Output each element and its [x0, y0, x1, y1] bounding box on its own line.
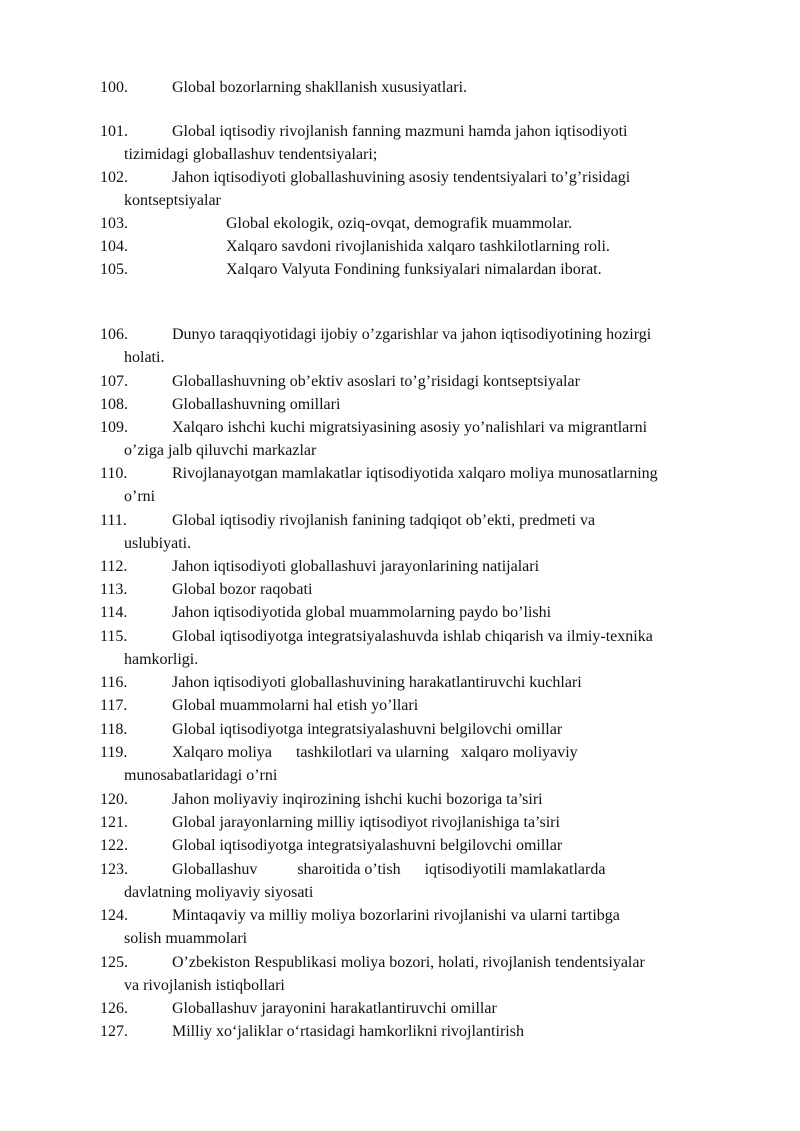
- item-number: 117.: [100, 697, 128, 714]
- item-text: Xalqaro ishchi kuchi migratsiyasining asosiy yo’nalishlari va migrantlarni: [172, 419, 648, 436]
- item-text: Global muammolarni hal etish yo’llari: [172, 697, 419, 714]
- item-text: Xalqaro Valyuta Fondining funksiyalari nimalardan iborat.: [226, 261, 602, 278]
- item-text: Rivojlanayotgan mamlakatlar iqtisodiyotida xalqaro moliya munosatlarning: [172, 465, 658, 482]
- item-number: 122.: [100, 837, 128, 854]
- item-text-continuation: o’rni: [124, 488, 156, 505]
- item-number: 125.: [100, 954, 128, 971]
- item-number: 103.: [100, 215, 128, 232]
- item-text: Global iqtisodiyotga integratsiyalashuvni belgilovchi omillar: [172, 837, 563, 854]
- item-text-continuation: munosabatlaridagi o’rni: [124, 767, 278, 784]
- item-number: 104.: [100, 238, 128, 255]
- item-text: Globallashuvning ob’ektiv asoslari to’g’risidagi kontseptsiyalar: [172, 373, 580, 390]
- item-text: Jahon iqtisodiyoti globallashuvining asosiy tendentsiyalari to’g’risidagi: [172, 169, 631, 186]
- item-text-continuation: solish muammolari: [124, 930, 248, 947]
- item-text: Global iqtisodiy rivojlanish fanining tadqiqot ob’ekti, predmeti va: [172, 512, 596, 529]
- item-number: 102.: [100, 169, 128, 186]
- item-number: 114.: [100, 604, 128, 621]
- item-number: 119.: [100, 744, 128, 761]
- item-number: 121.: [100, 814, 128, 831]
- item-number: 100.: [100, 79, 128, 96]
- item-text-continuation: uslubiyati.: [124, 535, 192, 552]
- item-text-continuation: va rivojlanish istiqbollari: [124, 977, 285, 994]
- item-number: 123.: [100, 861, 128, 878]
- item-text: Global bozor raqobati: [172, 581, 313, 598]
- item-number: 120.: [100, 791, 128, 808]
- item-text-continuation: kontseptsiyalar: [124, 192, 221, 209]
- item-text: Jahon iqtisodiyoti globallashuvi jarayonlarining natijalari: [172, 558, 540, 575]
- item-text: Globallashuvning omillari: [172, 396, 341, 413]
- item-number: 124.: [100, 907, 128, 924]
- item-text: Global iqtisodiyotga integratsiyalashuvda ishlab chiqarish va ilmiy-texnika: [172, 628, 653, 645]
- item-text: Jahon moliyaviy inqirozining ishchi kuchi bozoriga ta’siri: [172, 791, 543, 808]
- item-text-continuation: hamkorligi.: [124, 651, 199, 668]
- item-number: 126.: [100, 1000, 128, 1017]
- item-number: 116.: [100, 674, 128, 691]
- item-number: 101.: [100, 123, 128, 140]
- item-text: Globallashuv jarayonini harakatlantiruvchi omillar: [172, 1000, 497, 1017]
- item-text-continuation: tizimidagi globallashuv tendentsiyalari;: [124, 146, 378, 163]
- item-text: Global jarayonlarning milliy iqtisodiyot rivojlanishiga ta’siri: [172, 814, 560, 831]
- item-text-continuation: o’ziga jalb qiluvchi markazlar: [124, 442, 317, 459]
- item-text: Global iqtisodiy rivojlanish fanning mazmuni hamda jahon iqtisodiyoti: [172, 123, 628, 140]
- item-text: Jahon iqtisodiyoti globallashuvining harakatlantiruvchi kuchlari: [172, 674, 582, 691]
- item-number: 111.: [100, 512, 127, 529]
- item-text: Dunyo taraqqiyotidagi ijobiy o’zgarishlar va jahon iqtisodiyotining hozirgi: [172, 326, 652, 343]
- item-number: 113.: [100, 581, 128, 598]
- item-text-continuation: holati.: [124, 349, 165, 366]
- item-text: O’zbekiston Respublikasi moliya bozori, holati, rivojlanish tendentsiyalar: [172, 954, 645, 971]
- item-number: 118.: [100, 721, 128, 738]
- item-text: Xalqaro savdoni rivojlanishida xalqaro tashkilotlarning roli.: [226, 238, 610, 255]
- item-number: 112.: [100, 558, 128, 575]
- item-text: Milliy xo‘jaliklar o‘rtasidagi hamkorlikni rivojlantirish: [172, 1023, 524, 1040]
- item-text: Xalqaro moliya tashkilotlari va ularning xalqaro moliyaviy: [172, 744, 578, 761]
- item-text: Globallashuv sharoitida o’tish iqtisodiyotili mamlakatlarda: [172, 861, 606, 878]
- item-text: Jahon iqtisodiyotida global muammolarning paydo bo’lishi: [172, 604, 552, 621]
- item-number: 115.: [100, 628, 128, 645]
- item-number: 127.: [100, 1023, 128, 1040]
- item-text: Global iqtisodiyotga integratsiyalashuvni belgilovchi omillar: [172, 721, 563, 738]
- item-text-continuation: davlatning moliyaviy siyosati: [124, 884, 314, 901]
- item-text: Mintaqaviy va milliy moliya bozorlarini rivojlanishi va ularni tartibga: [172, 907, 620, 924]
- item-text: Global bozorlarning shakllanish xususiyatlari.: [172, 79, 468, 96]
- item-number: 106.: [100, 326, 128, 343]
- item-number: 108.: [100, 396, 128, 413]
- item-number: 107.: [100, 373, 128, 390]
- item-number: 105.: [100, 261, 128, 278]
- item-number: 109.: [100, 419, 128, 436]
- item-text: Global ekologik, oziq-ovqat, demografik muammolar.: [226, 215, 573, 232]
- item-number: 110.: [100, 465, 128, 482]
